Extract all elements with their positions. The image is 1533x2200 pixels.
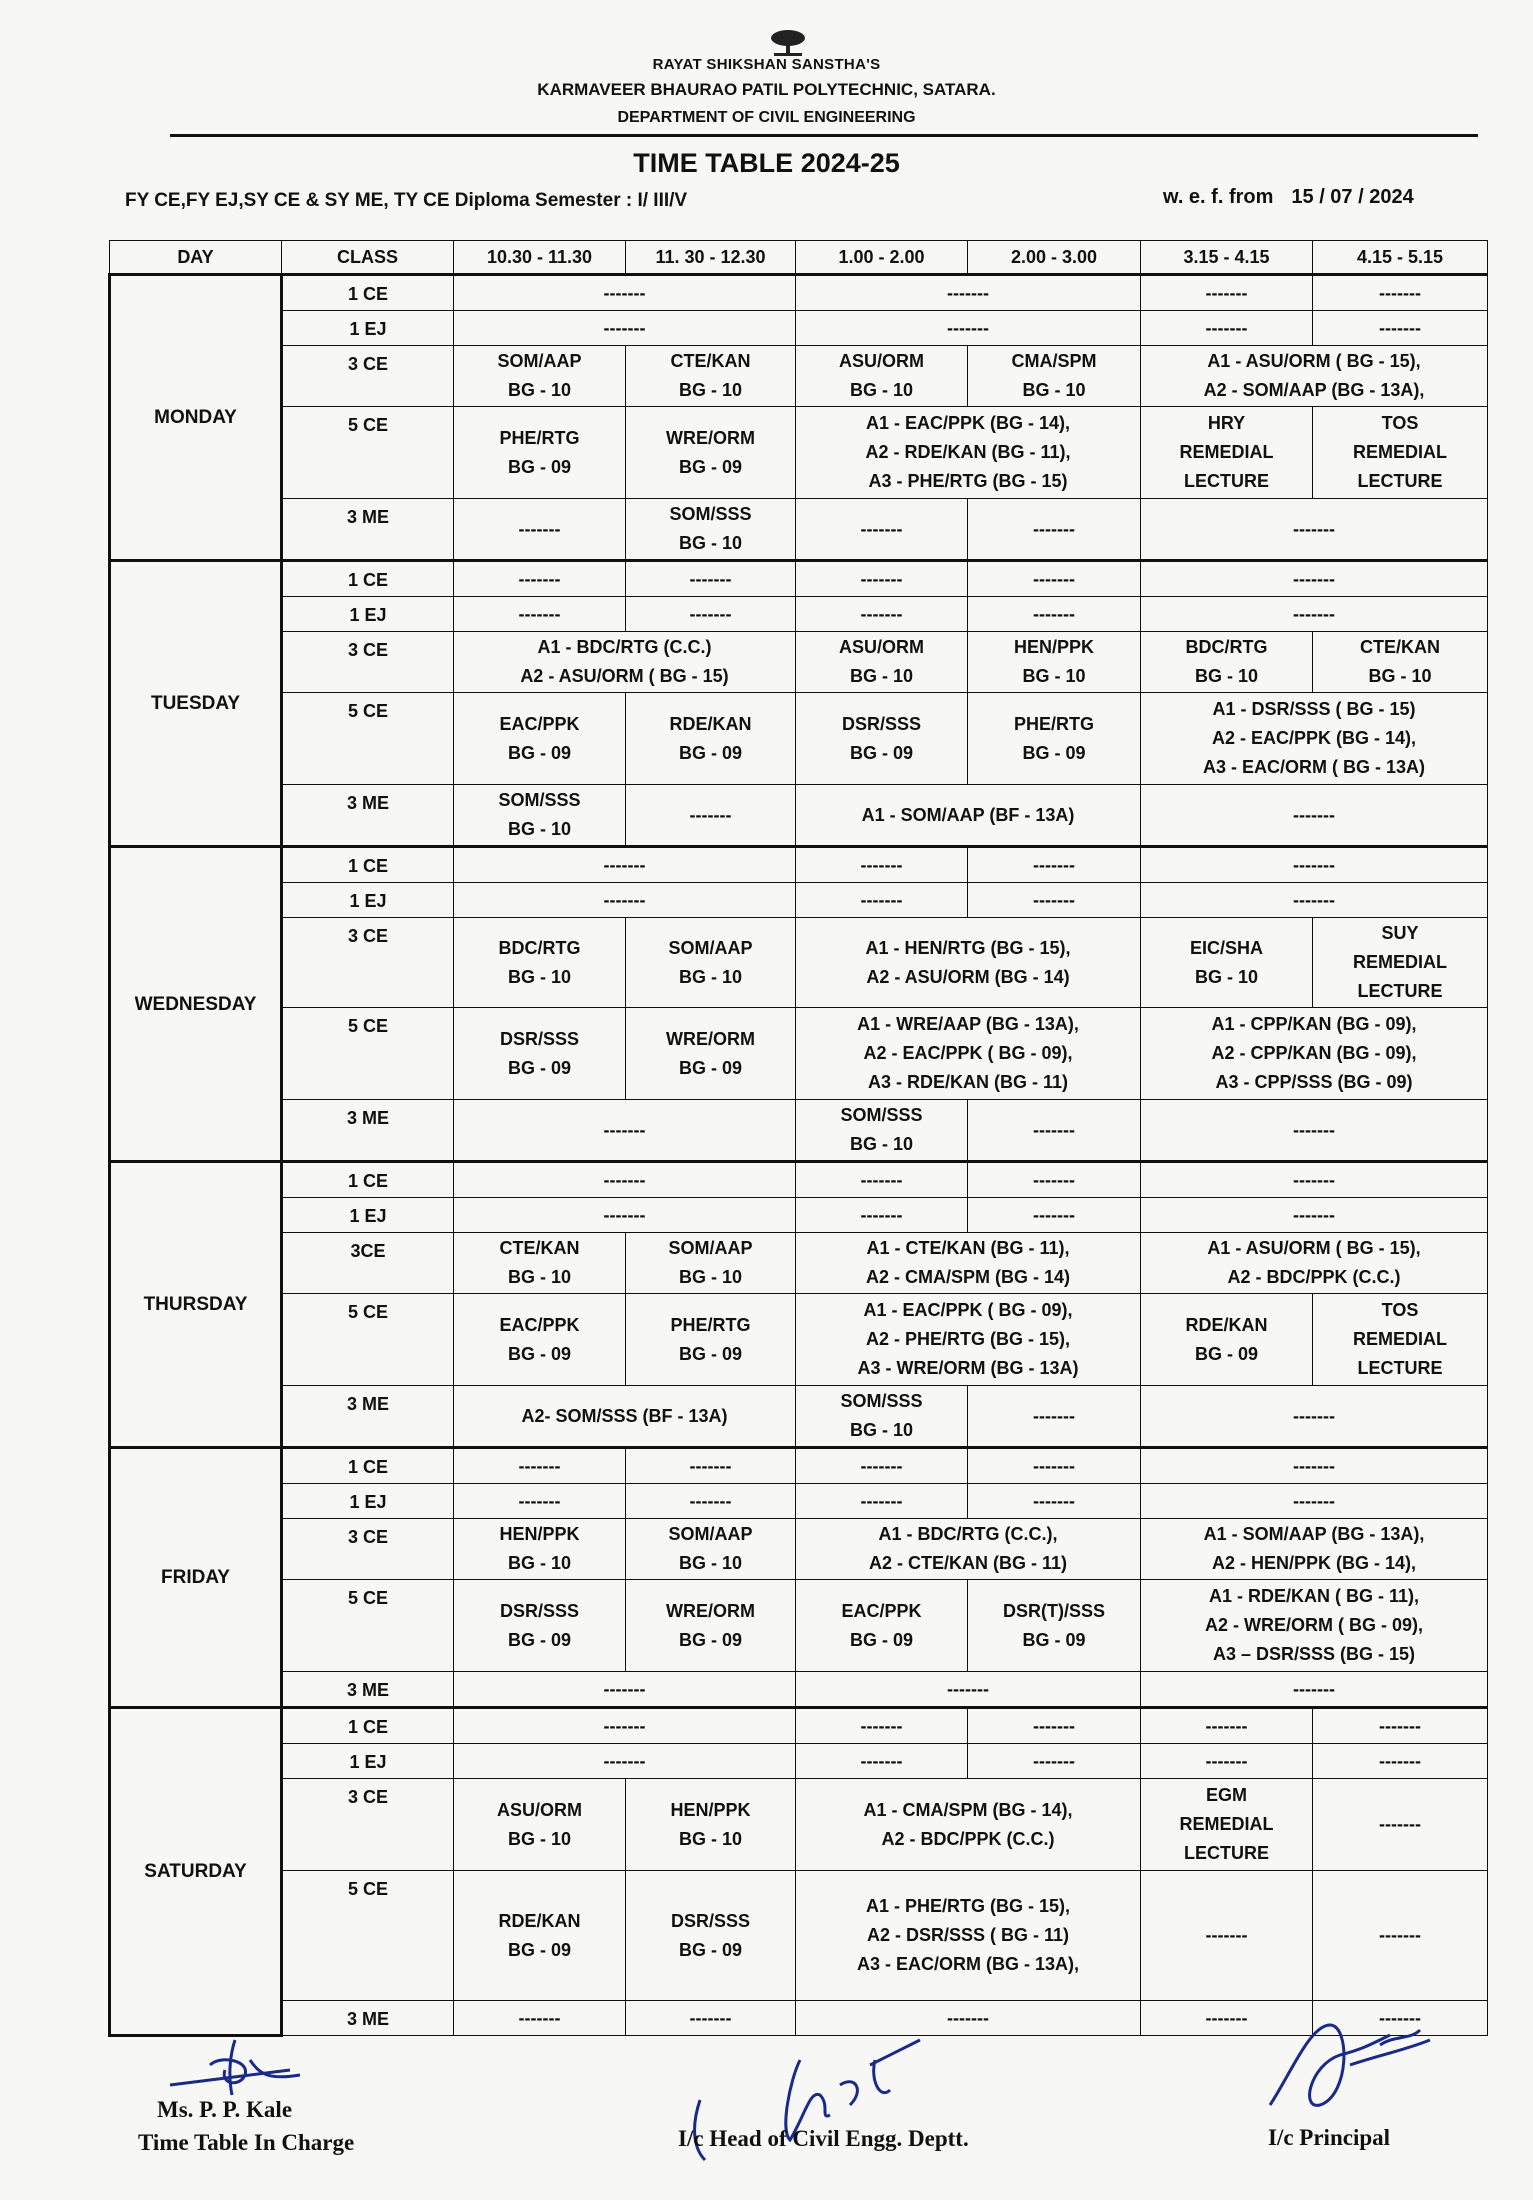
slot-cell: PHE/RTG BG - 09 bbox=[626, 1294, 796, 1386]
header-slot: 1.00 - 2.00 bbox=[796, 241, 968, 275]
slot-cell: ------- bbox=[968, 1386, 1141, 1448]
slot-cell: ------- bbox=[968, 499, 1141, 561]
day-name: SATURDAY bbox=[110, 1708, 282, 2036]
slot-cell: ------- bbox=[454, 499, 626, 561]
table-row bbox=[110, 561, 1488, 597]
class-name: 1 EJ bbox=[282, 311, 454, 346]
slot-cell: ------- bbox=[454, 847, 796, 883]
class-name: 1 EJ bbox=[282, 597, 454, 632]
slot-cell: ASU/ORM BG - 10 bbox=[454, 1779, 626, 1871]
class-name: 3 CE bbox=[282, 632, 454, 693]
header-slot: 2.00 - 3.00 bbox=[968, 241, 1141, 275]
slot-cell: WRE/ORM BG - 09 bbox=[626, 1008, 796, 1100]
slot-cell: BDC/RTG BG - 10 bbox=[454, 918, 626, 1008]
slot-cell: ------- bbox=[796, 1448, 968, 1484]
slot-cell: ------- bbox=[796, 1198, 968, 1233]
slot-cell: ------- bbox=[796, 847, 968, 883]
class-name: 5 CE bbox=[282, 1008, 454, 1100]
slot-cell: ------- bbox=[626, 1484, 796, 1519]
slot-cell: ------- bbox=[796, 275, 1141, 311]
header-slot: 11. 30 - 12.30 bbox=[626, 241, 796, 275]
slot-cell: SOM/SSS BG - 10 bbox=[454, 785, 626, 847]
slot-cell: SOM/AAP BG - 10 bbox=[626, 1233, 796, 1294]
slot-cell: BDC/RTG BG - 10 bbox=[1141, 632, 1313, 693]
slot-cell: A1 - RDE/KAN ( BG - 11), A2 - WRE/ORM ( BG - 09), A3 – DSR/SSS (BG - 15) bbox=[1141, 1580, 1488, 1672]
slot-cell: DSR/SSS BG - 09 bbox=[454, 1580, 626, 1672]
class-name: 3 ME bbox=[282, 1386, 454, 1448]
slot-cell: ------- bbox=[796, 1484, 968, 1519]
class-name: 5 CE bbox=[282, 1294, 454, 1386]
class-list: FY CE,FY EJ,SY CE & SY ME, TY CE Diploma Semester : I/ III/V bbox=[125, 190, 688, 211]
slot-cell: RDE/KAN BG - 09 bbox=[1141, 1294, 1313, 1386]
slot-cell: ------- bbox=[1141, 2001, 1313, 2036]
slot-cell: CTE/KAN BG - 10 bbox=[626, 346, 796, 407]
table-row bbox=[110, 1162, 1488, 1198]
slot-cell: ------- bbox=[626, 561, 796, 597]
slot-cell: ------- bbox=[796, 311, 1141, 346]
slot-cell: HEN/PPK BG - 10 bbox=[454, 1519, 626, 1580]
class-name: 3 ME bbox=[282, 785, 454, 847]
table-row bbox=[110, 1386, 1488, 1448]
kale-name: Ms. P. P. Kale bbox=[157, 2097, 293, 2122]
slot-cell: A1 - DSR/SSS ( BG - 15) A2 - EAC/PPK (BG - 14), A3 - EAC/ORM ( BG - 13A) bbox=[1141, 693, 1488, 785]
table-row bbox=[110, 1519, 1488, 1580]
slot-cell: ------- bbox=[626, 785, 796, 847]
slot-cell: EAC/PPK BG - 09 bbox=[454, 1294, 626, 1386]
wef-line bbox=[1163, 186, 1414, 209]
class-name: 1 EJ bbox=[282, 883, 454, 918]
table-row bbox=[110, 1580, 1488, 1672]
slot-cell: ------- bbox=[454, 1198, 796, 1233]
day-name: THURSDAY bbox=[110, 1162, 282, 1448]
class-name: 3 ME bbox=[282, 1672, 454, 1708]
slot-cell: ------- bbox=[1313, 311, 1488, 346]
slot-cell: EGM REMEDIAL LECTURE bbox=[1141, 1779, 1313, 1871]
slot-cell: ------- bbox=[1313, 1871, 1488, 2001]
header-slot: 3.15 - 4.15 bbox=[1141, 241, 1313, 275]
slot-cell: ------- bbox=[1141, 311, 1313, 346]
class-name: 1 CE bbox=[282, 1162, 454, 1198]
slot-cell: ------- bbox=[1313, 2001, 1488, 2036]
slot-cell: ------- bbox=[454, 1162, 796, 1198]
table-row bbox=[110, 275, 1488, 311]
slot-cell: ------- bbox=[1141, 275, 1313, 311]
class-name: 5 CE bbox=[282, 693, 454, 785]
slot-cell: ------- bbox=[968, 1484, 1141, 1519]
slot-cell: ------- bbox=[968, 1100, 1141, 1162]
principal-signature-icon bbox=[1230, 2005, 1450, 2125]
slot-cell: ------- bbox=[968, 1708, 1141, 1744]
slot-cell: ------- bbox=[454, 2001, 626, 2036]
slot-cell: EAC/PPK BG - 09 bbox=[454, 693, 626, 785]
slot-cell: ------- bbox=[454, 275, 796, 311]
slot-cell: ------- bbox=[1313, 1708, 1488, 1744]
table-row bbox=[110, 1100, 1488, 1162]
slot-cell: ------- bbox=[968, 1198, 1141, 1233]
class-name: 1 EJ bbox=[282, 1744, 454, 1779]
slot-cell: ------- bbox=[968, 883, 1141, 918]
header-slot: 4.15 - 5.15 bbox=[1313, 241, 1488, 275]
slot-cell: A1 - PHE/RTG (BG - 15), A2 - DSR/SSS ( BG - 11) A3 - EAC/ORM (BG - 13A), bbox=[796, 1871, 1141, 2001]
slot-cell: SUY REMEDIAL LECTURE bbox=[1313, 918, 1488, 1008]
slot-cell: ------- bbox=[968, 847, 1141, 883]
slot-cell: ------- bbox=[1141, 1100, 1488, 1162]
slot-cell: A1 - EAC/PPK ( BG - 09), A2 - PHE/RTG (BG - 15), A3 - WRE/ORM (BG - 13A) bbox=[796, 1294, 1141, 1386]
slot-cell: TOS REMEDIAL LECTURE bbox=[1313, 407, 1488, 499]
table-row bbox=[110, 918, 1488, 1008]
kale-role: Time Table In Charge bbox=[138, 2130, 355, 2155]
slot-cell: ------- bbox=[1141, 499, 1488, 561]
timetable bbox=[108, 240, 1488, 2037]
slot-cell: ------- bbox=[968, 1744, 1141, 1779]
table-row bbox=[110, 1871, 1488, 2001]
class-name: 3 ME bbox=[282, 2001, 454, 2036]
table-row bbox=[110, 1484, 1488, 1519]
slot-cell: A1 - CTE/KAN (BG - 11), A2 - CMA/SPM (BG - 14) bbox=[796, 1233, 1141, 1294]
slot-cell: ------- bbox=[1141, 1198, 1488, 1233]
slot-cell: RDE/KAN BG - 09 bbox=[626, 693, 796, 785]
slot-cell: ------- bbox=[454, 561, 626, 597]
slot-cell: WRE/ORM BG - 09 bbox=[626, 1580, 796, 1672]
slot-cell: WRE/ORM BG - 09 bbox=[626, 407, 796, 499]
slot-cell: ------- bbox=[454, 1100, 796, 1162]
slot-cell: A1 - SOM/AAP (BG - 13A), A2 - HEN/PPK (BG - 14), bbox=[1141, 1519, 1488, 1580]
slot-cell: ------- bbox=[796, 2001, 1141, 2036]
slot-cell: ------- bbox=[1141, 1162, 1488, 1198]
slot-cell: ------- bbox=[454, 597, 626, 632]
slot-cell: ------- bbox=[1313, 1779, 1488, 1871]
slot-cell: ------- bbox=[1141, 1744, 1313, 1779]
slot-cell: ------- bbox=[454, 1708, 796, 1744]
slot-cell: SOM/SSS BG - 10 bbox=[796, 1100, 968, 1162]
class-name: 5 CE bbox=[282, 1580, 454, 1672]
slot-cell: CTE/KAN BG - 10 bbox=[454, 1233, 626, 1294]
table-row bbox=[110, 883, 1488, 918]
class-name: 1 EJ bbox=[282, 1198, 454, 1233]
page-title: TIME TABLE 2024-25 bbox=[633, 148, 900, 178]
table-row bbox=[110, 1294, 1488, 1386]
slot-cell: ------- bbox=[1141, 1448, 1488, 1484]
table-row bbox=[110, 1672, 1488, 1708]
slot-cell: ------- bbox=[796, 883, 968, 918]
slot-cell: ------- bbox=[1141, 883, 1488, 918]
class-name: 5 CE bbox=[282, 407, 454, 499]
slot-cell: EIC/SHA BG - 10 bbox=[1141, 918, 1313, 1008]
table-row bbox=[110, 1779, 1488, 1871]
class-name: 3 CE bbox=[282, 1779, 454, 1871]
slot-cell: HEN/PPK BG - 10 bbox=[968, 632, 1141, 693]
slot-cell: A1 - EAC/PPK (BG - 14), A2 - RDE/KAN (BG - 11), A3 - PHE/RTG (BG - 15) bbox=[796, 407, 1141, 499]
slot-cell: CMA/SPM BG - 10 bbox=[968, 346, 1141, 407]
table-row bbox=[110, 785, 1488, 847]
slot-cell: ------- bbox=[1141, 847, 1488, 883]
slot-cell: ------- bbox=[796, 1672, 1141, 1708]
table-row bbox=[110, 1233, 1488, 1294]
slot-cell: SOM/SSS BG - 10 bbox=[796, 1386, 968, 1448]
slot-cell: A1 - CMA/SPM (BG - 14), A2 - BDC/PPK (C.C.) bbox=[796, 1779, 1141, 1871]
slot-cell: A1 - ASU/ORM ( BG - 15), A2 - SOM/AAP (BG - 13A), bbox=[1141, 346, 1488, 407]
table-row bbox=[110, 632, 1488, 693]
institution-name: KARMAVEER BHAURAO PATIL POLYTECHNIC, SATARA. bbox=[537, 80, 996, 99]
slot-cell: EAC/PPK BG - 09 bbox=[796, 1580, 968, 1672]
slot-cell: ------- bbox=[1141, 1708, 1313, 1744]
slot-cell: ------- bbox=[454, 1448, 626, 1484]
class-name: 1 CE bbox=[282, 275, 454, 311]
class-name: 5 CE bbox=[282, 1871, 454, 2001]
slot-cell: TOS REMEDIAL LECTURE bbox=[1313, 1294, 1488, 1386]
slot-cell: DSR/SSS BG - 09 bbox=[454, 1008, 626, 1100]
table-row bbox=[110, 1744, 1488, 1779]
slot-cell: ------- bbox=[454, 311, 796, 346]
slot-cell: CTE/KAN BG - 10 bbox=[1313, 632, 1488, 693]
table-row bbox=[110, 597, 1488, 632]
class-name: 3 CE bbox=[282, 918, 454, 1008]
slot-cell: RDE/KAN BG - 09 bbox=[454, 1871, 626, 2001]
slot-cell: ------- bbox=[1141, 597, 1488, 632]
table-row bbox=[110, 1448, 1488, 1484]
table-row bbox=[110, 1708, 1488, 1744]
slot-cell: ------- bbox=[1313, 1744, 1488, 1779]
slot-cell: A1 - SOM/AAP (BF - 13A) bbox=[796, 785, 1141, 847]
table-row bbox=[110, 311, 1488, 346]
slot-cell: DSR/SSS BG - 09 bbox=[626, 1871, 796, 2001]
slot-cell: ------- bbox=[968, 561, 1141, 597]
slot-cell: HRY REMEDIAL LECTURE bbox=[1141, 407, 1313, 499]
slot-cell: ------- bbox=[796, 499, 968, 561]
slot-cell: DSR(T)/SSS BG - 09 bbox=[968, 1580, 1141, 1672]
slot-cell: A2- SOM/SSS (BF - 13A) bbox=[454, 1386, 796, 1448]
department-name: DEPARTMENT OF CIVIL ENGINEERING bbox=[617, 109, 916, 126]
day-name: TUESDAY bbox=[110, 561, 282, 847]
class-name: 3CE bbox=[282, 1233, 454, 1294]
header-day: DAY bbox=[110, 241, 282, 275]
table-row bbox=[110, 407, 1488, 499]
slot-cell: PHE/RTG BG - 09 bbox=[968, 693, 1141, 785]
class-name: 3 CE bbox=[282, 1519, 454, 1580]
table-row bbox=[110, 499, 1488, 561]
slot-cell: ------- bbox=[796, 1744, 968, 1779]
slot-cell: ------- bbox=[626, 1448, 796, 1484]
table-row bbox=[110, 346, 1488, 407]
class-name: 1 CE bbox=[282, 561, 454, 597]
slot-cell: ------- bbox=[796, 1708, 968, 1744]
slot-cell: ------- bbox=[968, 1448, 1141, 1484]
slot-cell: ------- bbox=[1141, 1386, 1488, 1448]
slot-cell: ------- bbox=[626, 597, 796, 632]
slot-cell: ------- bbox=[1141, 785, 1488, 847]
slot-cell: A1 - WRE/AAP (BG - 13A), A2 - EAC/PPK ( BG - 09), A3 - RDE/KAN (BG - 11) bbox=[796, 1008, 1141, 1100]
sanstha-logo-icon bbox=[768, 28, 808, 58]
slot-cell: ------- bbox=[1141, 1672, 1488, 1708]
table-row bbox=[110, 693, 1488, 785]
slot-cell: PHE/RTG BG - 09 bbox=[454, 407, 626, 499]
slot-cell: A1 - ASU/ORM ( BG - 15), A2 - BDC/PPK (C.C.) bbox=[1141, 1233, 1488, 1294]
slot-cell: ------- bbox=[626, 2001, 796, 2036]
header-divider bbox=[170, 134, 1478, 137]
slot-cell: ------- bbox=[454, 883, 796, 918]
slot-cell: HEN/PPK BG - 10 bbox=[626, 1779, 796, 1871]
slot-cell: A1 - HEN/RTG (BG - 15), A2 - ASU/ORM (BG - 14) bbox=[796, 918, 1141, 1008]
principal-role: I/c Principal bbox=[1268, 2125, 1391, 2150]
class-name: 3 CE bbox=[282, 346, 454, 407]
table-row bbox=[110, 1198, 1488, 1233]
slot-cell: ------- bbox=[1141, 1484, 1488, 1519]
slot-cell: SOM/SSS BG - 10 bbox=[626, 499, 796, 561]
class-name: 3 ME bbox=[282, 499, 454, 561]
slot-cell: SOM/AAP BG - 10 bbox=[626, 918, 796, 1008]
class-name: 3 ME bbox=[282, 1100, 454, 1162]
slot-cell: ------- bbox=[796, 1162, 968, 1198]
slot-cell: ------- bbox=[454, 1672, 796, 1708]
class-name: 1 EJ bbox=[282, 1484, 454, 1519]
header-slot: 10.30 - 11.30 bbox=[454, 241, 626, 275]
slot-cell: SOM/AAP BG - 10 bbox=[626, 1519, 796, 1580]
slot-cell: ------- bbox=[968, 1162, 1141, 1198]
hod-role: I/c Head of Civil Engg. Deptt. bbox=[678, 2126, 969, 2151]
class-name: 1 CE bbox=[282, 847, 454, 883]
slot-cell: ------- bbox=[796, 597, 968, 632]
slot-cell: ------- bbox=[968, 597, 1141, 632]
slot-cell: ------- bbox=[796, 561, 968, 597]
slot-cell: DSR/SSS BG - 09 bbox=[796, 693, 968, 785]
slot-cell: ASU/ORM BG - 10 bbox=[796, 632, 968, 693]
slot-cell: ------- bbox=[1313, 275, 1488, 311]
slot-cell: SOM/AAP BG - 10 bbox=[454, 346, 626, 407]
wef-label: w. e. f. from bbox=[1163, 186, 1274, 208]
slot-cell: ------- bbox=[454, 1744, 796, 1779]
wef-date: 15 / 07 / 2024 bbox=[1291, 186, 1414, 208]
class-name: 1 CE bbox=[282, 1708, 454, 1744]
slot-cell: A1 - BDC/RTG (C.C.), A2 - CTE/KAN (BG - 11) bbox=[796, 1519, 1141, 1580]
class-name: 1 CE bbox=[282, 1448, 454, 1484]
day-name: MONDAY bbox=[110, 275, 282, 561]
slot-cell: ------- bbox=[454, 1484, 626, 1519]
day-name: WEDNESDAY bbox=[110, 847, 282, 1162]
table-row bbox=[110, 1008, 1488, 1100]
slot-cell: A1 - CPP/KAN (BG - 09), A2 - CPP/KAN (BG - 09), A3 - CPP/SSS (BG - 09) bbox=[1141, 1008, 1488, 1100]
header-class: CLASS bbox=[282, 241, 454, 275]
slot-cell: ------- bbox=[1141, 1871, 1313, 2001]
table-row bbox=[110, 847, 1488, 883]
slot-cell: ------- bbox=[1141, 561, 1488, 597]
slot-cell: ASU/ORM BG - 10 bbox=[796, 346, 968, 407]
slot-cell: A1 - BDC/RTG (C.C.) A2 - ASU/ORM ( BG - 15) bbox=[454, 632, 796, 693]
institution-sub: RAYAT SHIKSHAN SANSTHA'S bbox=[652, 56, 881, 73]
day-name: FRIDAY bbox=[110, 1448, 282, 1708]
